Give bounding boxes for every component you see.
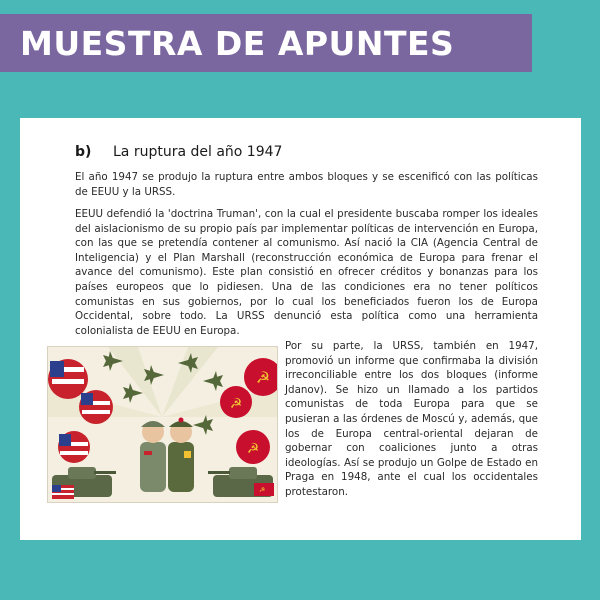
notes-page: [20, 118, 581, 540]
us-flag-icon: [52, 485, 74, 499]
american-general-icon: [140, 421, 166, 492]
soviet-general-icon: [168, 418, 194, 493]
header-banner: [0, 14, 532, 72]
paragraph-eeuu: EEUU defendió la 'doctrina Truman', con la cual el presidente buscaba romper los ideales del aislacionismo de su propio país par implementar políticas de intervención en Europa, con las que se pretendía contener al comunismo. Así nació la CIA (Agencia Central de Inteligencia) y el Plan Marshall (reconstrucción económica de Europa para frenar el avance del comunismo). Este plan consistió en ofrecer créditos y bonanzas para los países europeos que lo pidiesen. Una de las condiciones era no tener políticos comunistas en sus gobiernos, por lo cual los beneficiados fueron los de Europa Occidental, sobre todo. La URSS denunció esta política como una herramienta colonialista de EEUU en Europa.: [75, 208, 538, 337]
svg-text:☭: ☭: [255, 368, 271, 387]
svg-text:☭: ☭: [259, 486, 266, 494]
us-flag-balloon-icon: [58, 431, 90, 463]
soviet-balloon-icon: [220, 386, 252, 418]
section-title: La ruptura del año 1947: [113, 144, 283, 160]
svg-text:☭: ☭: [229, 396, 243, 412]
section-number: b): [75, 144, 92, 160]
banner-title: MUESTRA DE APUNTES: [20, 24, 455, 63]
paragraph-urss: Por su parte, la URSS, también en 1947, promovió un informe que confirmaba la división irreconciliable entre los dos bloques (informe Jdanov). Se hizo un llamado a los partidos comunistas de toda Europa para que se pusieran a las órdenes de Moscú y, además, que los de Europa central-oriental dejaran de gobernar con coaliciones junto a otras ideologías. Así se produjo un Golpe de Estado en Praga en 1948, ante el cual los occidentales protestaron.: [285, 340, 538, 498]
svg-text:☭: ☭: [246, 441, 260, 457]
us-flag-balloon-icon: [79, 390, 113, 424]
section-heading: [75, 144, 282, 160]
soviet-flag-icon: [254, 483, 274, 496]
cold-war-illustration: [47, 346, 278, 503]
paragraph-intro: El año 1947 se produjo la ruptura entre ambos bloques y se escenificó con las políticas de EEUU y la URSS.: [75, 171, 538, 198]
soviet-balloon-icon: [236, 430, 270, 464]
